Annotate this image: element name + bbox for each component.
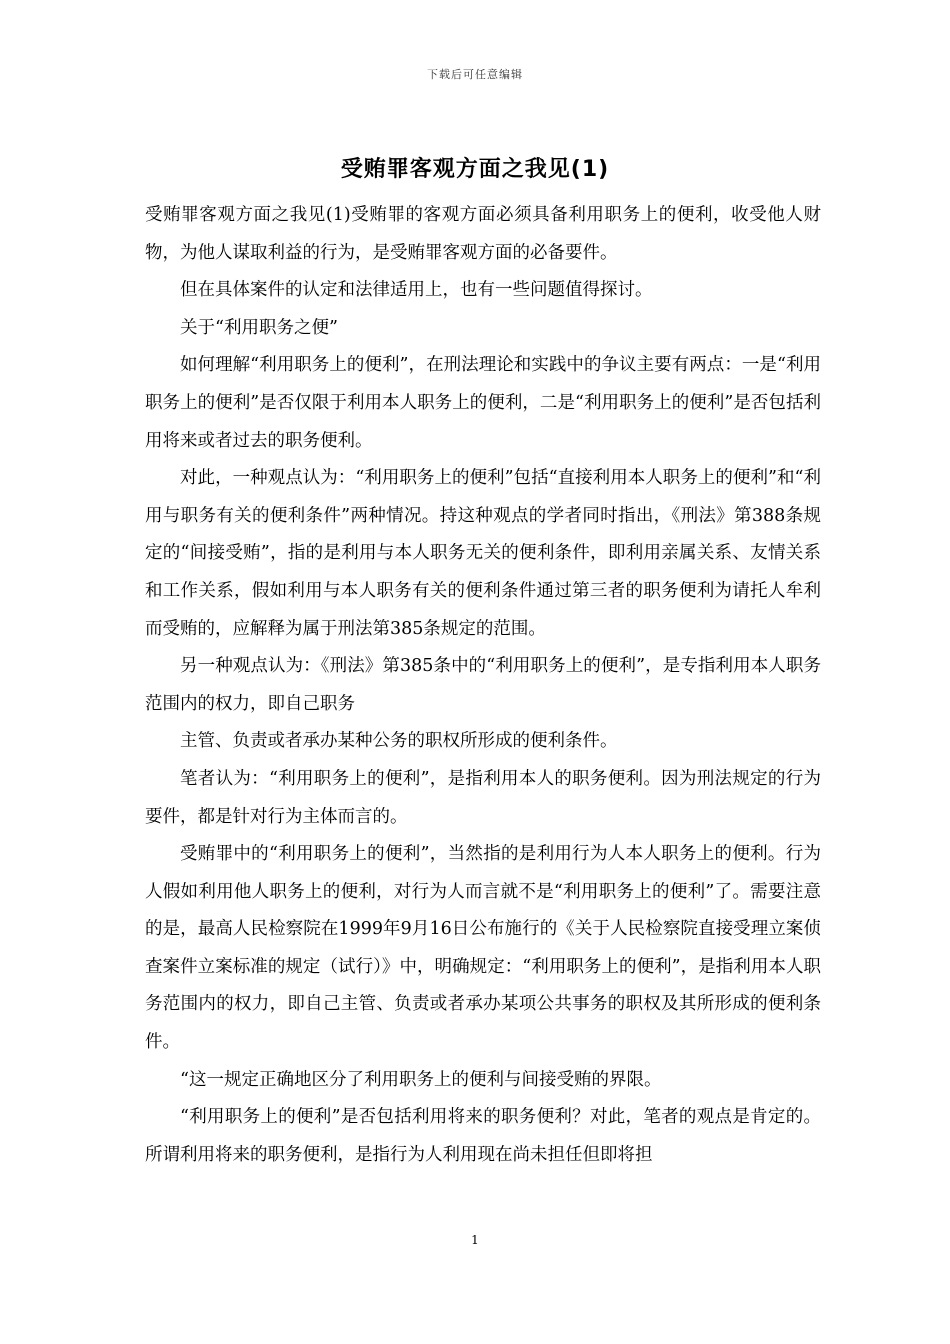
page-header-note: 下载后可任意编辑 — [427, 68, 523, 81]
paragraph: 另一种观点认为：《刑法》第385条中的“利用职务上的便利”，是专指利用本人职务范围内的权力，即自己职务 — [145, 656, 821, 714]
paragraph: 关于“利用职务之便” — [180, 317, 338, 338]
document-body — [145, 197, 821, 1174]
paragraph: 但在具体案件的认定和法律适用上，也有一些问题值得探讨。 — [180, 280, 653, 301]
page-number: 1 — [471, 1233, 479, 1247]
paragraph: 如何理解“利用职务上的便利”，在刑法理论和实践中的争议主要有两点：一是“利用职务上的便利”是否仅限于利用本人职务上的便利，二是“利用职务上的便利”是否包括利用将来或者过去的职务便利。 — [145, 355, 821, 451]
paragraph: 主管、负责或者承办某种公务的职权所形成的便利条件。 — [180, 731, 618, 752]
paragraph: 受贿罪中的“利用职务上的便利”，当然指的是利用行为人本人职务上的便利。行为人假如利用他人职务上的便利，对行为人而言就不是“利用职务上的便利”了。需要注意的是，最高人民检察院在1999年9月16日公布施行的《关于人民检察院直接受理立案侦查案件立案标准的规定（试行）》中，明确规定：“利用职务上的便利”，是指利用本人职务范围内的权力，即自己主管、负责或者承办某项公共事务的职权及其所形成的便利条件。 — [145, 844, 821, 1053]
paragraph: 笔者认为：“利用职务上的便利”，是指利用本人的职务便利。因为刑法规定的行为要件，都是针对行为主体而言的。 — [145, 768, 821, 827]
paragraph: “这一规定正确地区分了利用职务上的便利与间接受贿的界限。 — [180, 1069, 662, 1090]
paragraph: 对此，一种观点认为：“利用职务上的便利”包括“直接利用本人职务上的便利”和“利用与职务有关的便利条件”两种情况。持这种观点的学者同时指出，《刑法》第388条规定的“间接受贿”，指的是利用与本人职务无关的便利条件，即利用亲属关系、友情关系和工作关系，假如利用与本人职务有关的便利条件通过第三者的职务便利为请托人牟利而受贿的，应解释为属于刑法第385条规定的范围。 — [145, 468, 821, 639]
paragraph: “利用职务上的便利”是否包括利用将来的职务便利？对此，笔者的观点是肯定的。所谓利用将来的职务便利，是指行为人利用现在尚未担任但即将担 — [145, 1107, 821, 1165]
document-title: 受贿罪客观方面之我见(1) — [340, 157, 610, 182]
paragraph: 受贿罪客观方面之我见(1)受贿罪的客观方面必须具备利用职务上的便利，收受他人财物，为他人谋取利益的行为，是受贿罪客观方面的必备要件。 — [145, 205, 821, 263]
